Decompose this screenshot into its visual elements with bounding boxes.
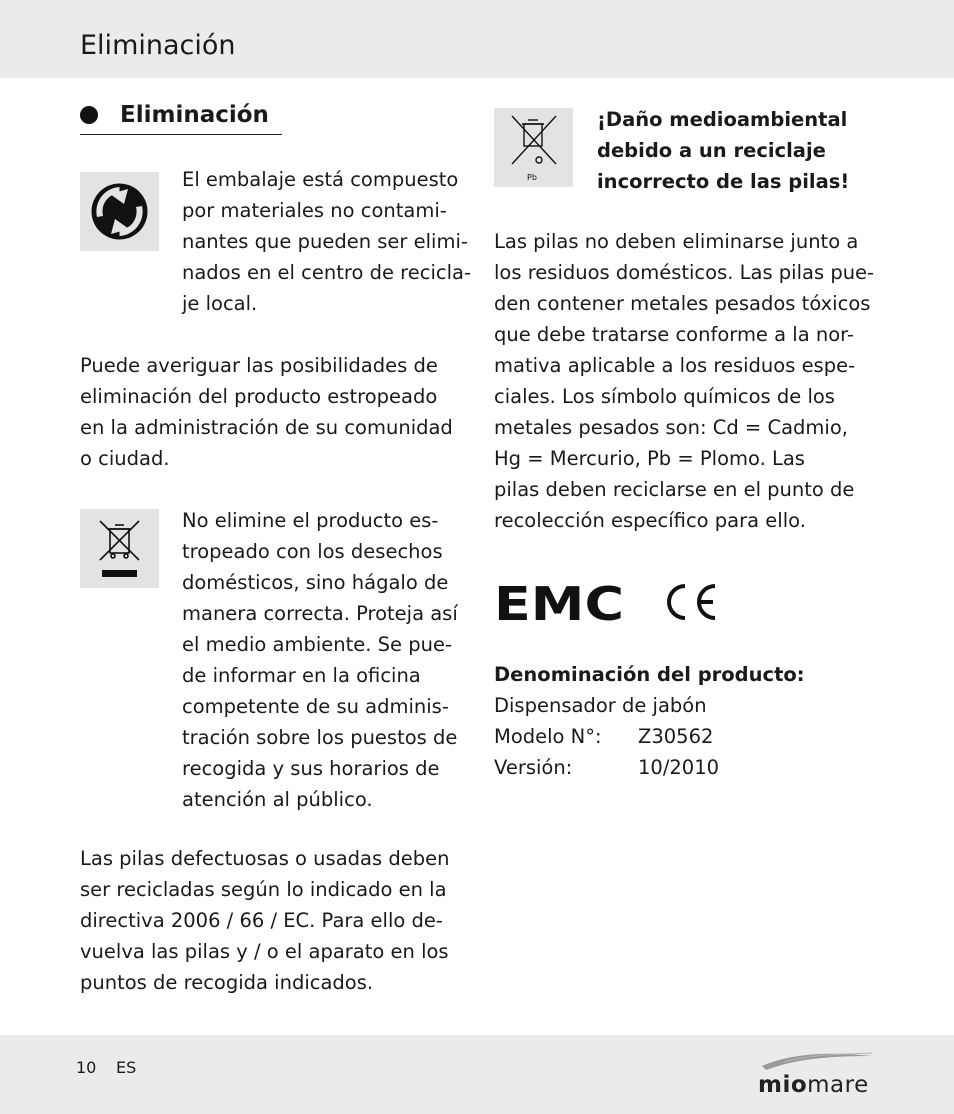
logo-light-text: mare: [807, 1072, 869, 1098]
packaging-paragraph: El embalaje está compuesto por materiales no contami- nantes que pueden ser elimi- nados en el centro de recicla- je local.: [182, 168, 472, 315]
bullet-icon: [80, 106, 98, 124]
battery-warning-title: ¡Daño medioambiental debido a un reciclaje incorrecto de las pilas!: [597, 108, 850, 193]
version-label: Versión:: [494, 756, 573, 779]
product-name: Dispensador de jabón: [494, 694, 707, 717]
model-label: Modelo N°:: [494, 725, 602, 748]
disposal-paragraph: Puede averiguar las posibilidades de eliminación del producto estropeado en la administración de su comunidad o ciudad.: [80, 354, 453, 470]
product-label: Denominación del producto:: [494, 663, 805, 686]
page-header-title: Eliminación: [80, 30, 236, 61]
version-value: 10/2010: [638, 756, 720, 779]
logo-bold-text: mio: [758, 1072, 808, 1098]
battery-info-paragraph: Las pilas no deben eliminarse junto a los residuos domésticos. Las pilas pue- den contener metales pesados tóxicos que debe tratarse conforme a la nor- mativa aplicable a los residuos espe- ciales. Los símbolo químicos de los metales pesados son: Cd = Cadmio, Hg = Mercurio, Pb = Plomo. Las pilas deben reciclarse en el punto de recolección específico para ello.: [494, 230, 875, 532]
weee-paragraph: No elimine el producto es- tropeado con los desechos domésticos, sino hágalo de manera correcta. Proteja así el medio ambiente. Se pue- de informar en la oficina competente de su adminis- tración sobre los puestos de recogida y sus horarios de atención al público.: [182, 509, 458, 811]
section-title: Eliminación: [120, 102, 269, 128]
pb-label: Pb: [527, 173, 537, 182]
ce-mark-icon: [669, 586, 715, 618]
green-dot-recycling-icon: [80, 172, 159, 251]
language-code: ES: [116, 1058, 137, 1077]
emc-ce-marks: [494, 576, 734, 628]
battery-pb-bin-icon: [494, 108, 573, 187]
battery-recycling-paragraph: Las pilas defectuosas o usadas deben ser recicladas según lo indicado en la directiva 2006 / 66 / EC. Para ello de- vuelva las pilas y / o el aparato en los puntos de recogida indicados.: [80, 847, 450, 994]
crossed-bin-icon: [80, 509, 159, 588]
section-heading: [80, 102, 282, 135]
page-number: 10: [76, 1058, 97, 1077]
model-value: Z30562: [638, 725, 714, 748]
emc-mark: EMC: [494, 577, 624, 628]
miomare-logo: [754, 1050, 874, 1100]
